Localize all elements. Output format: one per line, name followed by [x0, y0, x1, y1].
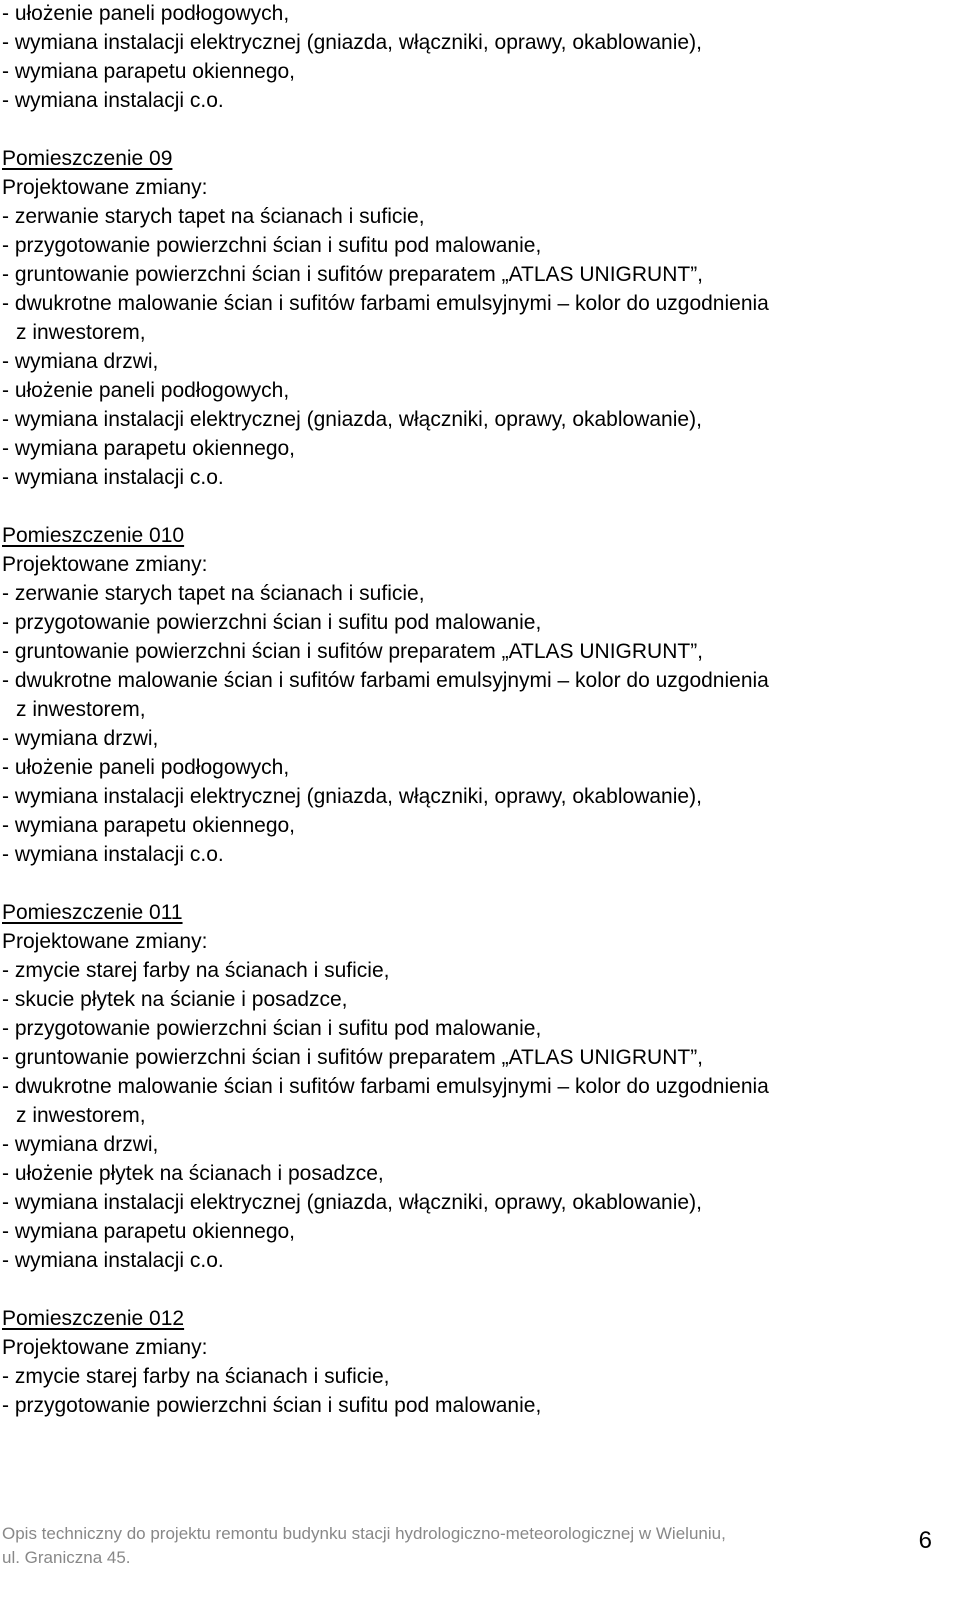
list-item: - wymiana parapetu okiennego,	[2, 814, 296, 837]
list-item: - dwukrotne malowanie ścian i sufitów farbami emulsyjnymi – kolor do uzgodnienia	[2, 292, 769, 315]
list-item: - ułożenie płytek na ścianach i posadzce,	[2, 1162, 384, 1185]
list-item: - skucie płytek na ścianie i posadzce,	[2, 988, 348, 1011]
list-item: - ułożenie paneli podłogowych,	[2, 379, 290, 402]
list-item: - przygotowanie powierzchni ścian i sufitu pod malowanie,	[2, 1017, 542, 1040]
page-footer	[2, 1522, 952, 1570]
list-item: - wymiana instalacji elektrycznej (gniazda, włączniki, oprawy, okablowanie),	[2, 785, 702, 808]
room-section	[2, 144, 952, 492]
list-item: - zmycie starej farby na ścianach i suficie,	[2, 959, 390, 982]
room-section	[2, 898, 952, 1275]
list-item: - dwukrotne malowanie ścian i sufitów farbami emulsyjnymi – kolor do uzgodnienia	[2, 669, 769, 692]
list-item: - wymiana drzwi,	[2, 350, 159, 373]
room-subheading: Projektowane zmiany:	[2, 1336, 208, 1359]
list-item: - dwukrotne malowanie ścian i sufitów farbami emulsyjnymi – kolor do uzgodnienia	[2, 1075, 769, 1098]
list-item: - wymiana instalacji c.o.	[2, 843, 224, 866]
room-heading: Pomieszczenie 011	[2, 901, 183, 924]
room-heading: Pomieszczenie 012	[2, 1307, 185, 1330]
page-number: 6	[918, 1527, 932, 1554]
list-item-continuation: z inwestorem,	[16, 321, 146, 344]
list-item: - wymiana instalacji elektrycznej (gniazda, włączniki, oprawy, okablowanie),	[2, 1191, 702, 1214]
list-item: - wymiana drzwi,	[2, 1133, 159, 1156]
room-heading: Pomieszczenie 010	[2, 524, 185, 547]
list-item-continuation: z inwestorem,	[16, 698, 146, 721]
room-heading: Pomieszczenie 09	[2, 147, 173, 170]
room-section	[2, 1304, 952, 1420]
list-item: - zmycie starej farby na ścianach i suficie,	[2, 1365, 390, 1388]
list-item: - gruntowanie powierzchni ścian i sufitów preparatem „ATLAS UNIGRUNT”,	[2, 263, 704, 286]
footer-line: ul. Graniczna 45.	[2, 1548, 131, 1567]
list-item: - gruntowanie powierzchni ścian i sufitów preparatem „ATLAS UNIGRUNT”,	[2, 640, 704, 663]
list-item: - wymiana parapetu okiennego,	[2, 437, 296, 460]
list-item: - ułożenie paneli podłogowych,	[2, 756, 290, 779]
list-item: - wymiana parapetu okiennego,	[2, 60, 296, 83]
room-subheading: Projektowane zmiany:	[2, 553, 208, 576]
room-subheading: Projektowane zmiany:	[2, 176, 208, 199]
list-item: - wymiana drzwi,	[2, 727, 159, 750]
list-item: - przygotowanie powierzchni ścian i sufitu pod malowanie,	[2, 611, 542, 634]
list-item: - wymiana parapetu okiennego,	[2, 1220, 296, 1243]
list-item: - zerwanie starych tapet na ścianach i suficie,	[2, 582, 425, 605]
room-subheading: Projektowane zmiany:	[2, 930, 208, 953]
top-list	[2, 0, 952, 115]
list-item: - wymiana instalacji elektrycznej (gniazda, włączniki, oprawy, okablowanie),	[2, 408, 702, 431]
list-item: - przygotowanie powierzchni ścian i sufitu pod malowanie,	[2, 234, 542, 257]
list-item: - wymiana instalacji c.o.	[2, 1249, 224, 1272]
footer-line: Opis techniczny do projektu remontu budynku stacji hydrologiczno-meteorologicznej w Wieluniu,	[2, 1524, 726, 1543]
list-item: - ułożenie paneli podłogowych,	[2, 2, 290, 25]
page-content	[2, 0, 952, 1420]
list-item: - wymiana instalacji c.o.	[2, 89, 224, 112]
room-section	[2, 521, 952, 869]
list-item: - wymiana instalacji c.o.	[2, 466, 224, 489]
list-item: - zerwanie starych tapet na ścianach i suficie,	[2, 205, 425, 228]
list-item-continuation: z inwestorem,	[16, 1104, 146, 1127]
list-item: - wymiana instalacji elektrycznej (gniazda, włączniki, oprawy, okablowanie),	[2, 31, 702, 54]
list-item: - przygotowanie powierzchni ścian i sufitu pod malowanie,	[2, 1394, 542, 1417]
list-item: - gruntowanie powierzchni ścian i sufitów preparatem „ATLAS UNIGRUNT”,	[2, 1046, 704, 1069]
